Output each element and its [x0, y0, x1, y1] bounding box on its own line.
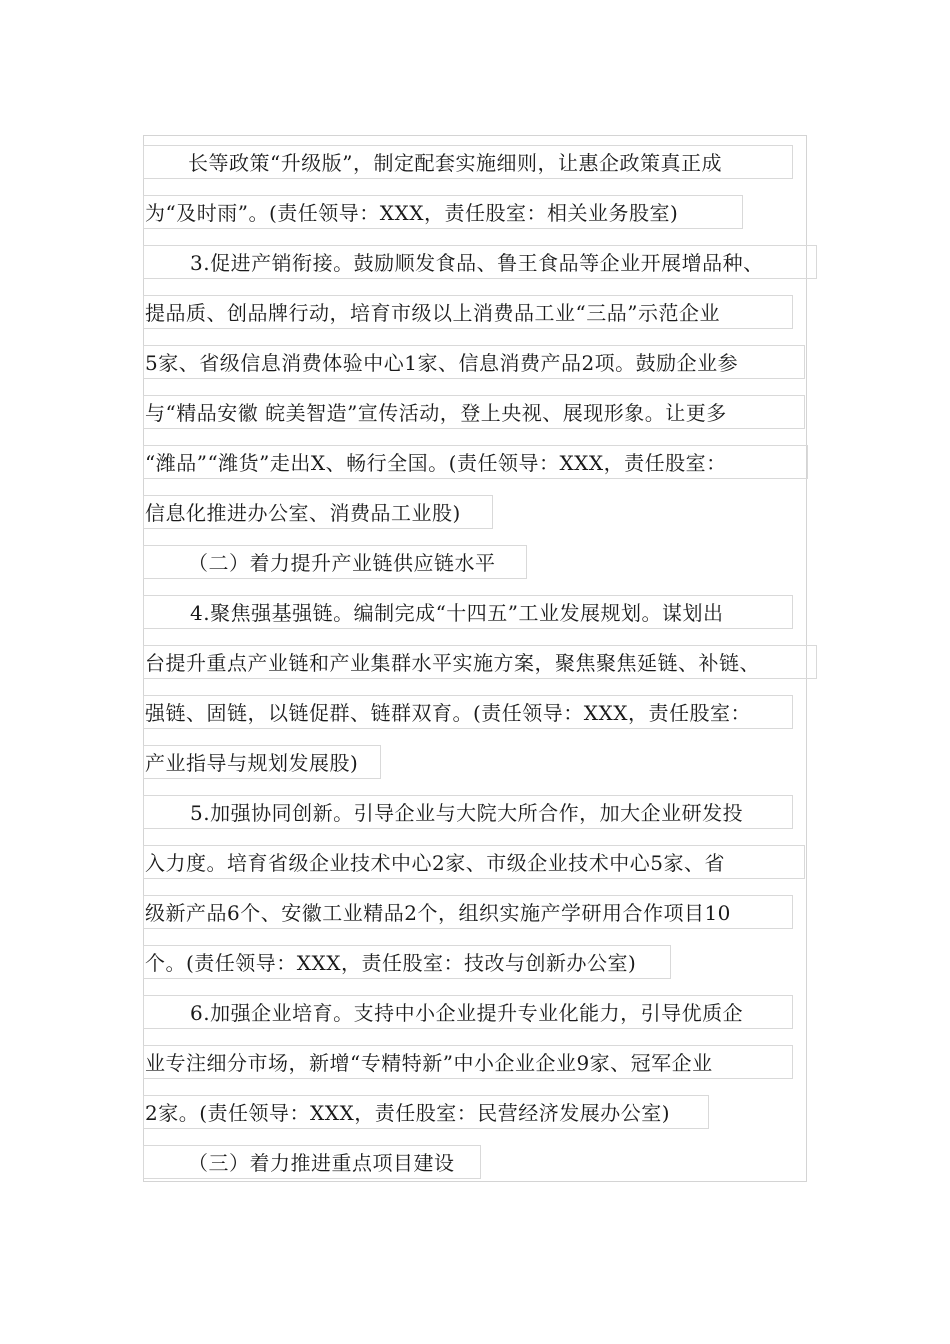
- text-line-15: 入力度。培育省级企业技术中心2家、市级企业技术中心5家、省: [143, 845, 805, 879]
- text-line-17: 个。(责任领导：XXX，责任股室：技改与创新办公室): [143, 945, 671, 979]
- text-line-6: 与“精品安徽 皖美智造”宣传活动，登上央视、展现形象。让更多: [143, 395, 805, 429]
- text-line-20: 2家。(责任领导：XXX，责任股室：民营经济发展办公室): [143, 1095, 709, 1129]
- text-line-4: 提品质、创品牌行动，培育市级以上消费品工业“三品”示范企业: [143, 295, 793, 329]
- text-line-13: 产业指导与规划发展股): [143, 745, 381, 779]
- section-heading-3: （三）着力推进重点项目建设: [143, 1145, 481, 1179]
- text-line-5: 5家、省级信息消费体验中心1家、信息消费产品2项。鼓励企业参: [143, 345, 805, 379]
- text-line-16: 级新产品6个、安徽工业精品2个，组织实施产学研用合作项目10: [143, 895, 793, 929]
- text-line-12: 强链、固链，以链促群、链群双育。(责任领导：XXX，责任股室：: [143, 695, 793, 729]
- section-heading-2: （二）着力提升产业链供应链水平: [143, 545, 527, 579]
- text-line-2: 为“及时雨”。(责任领导：XXX，责任股室：相关业务股室): [143, 195, 743, 229]
- text-line-3: 3.促进产销衔接。鼓励顺发食品、鲁王食品等企业开展增品种、: [143, 245, 817, 279]
- text-line-11: 台提升重点产业链和产业集群水平实施方案，聚焦聚焦延链、补链、: [143, 645, 817, 679]
- text-line-19: 业专注细分市场，新增“专精特新”中小企业企业9家、冠军企业: [143, 1045, 793, 1079]
- text-line-14: 5.加强协同创新。引导企业与大院大所合作，加大企业研发投: [143, 795, 793, 829]
- text-line-7: “潍品”“潍货”走出X、畅行全国。(责任领导：XXX，责任股室：: [143, 445, 808, 479]
- text-line-10: 4.聚焦强基强链。编制完成“十四五”工业发展规划。谋划出: [143, 595, 793, 629]
- text-line-18: 6.加强企业培育。支持中小企业提升专业化能力，引导优质企: [143, 995, 793, 1029]
- text-line-1: 长等政策“升级版”，制定配套实施细则，让惠企政策真正成: [143, 145, 793, 179]
- text-line-8: 信息化推进办公室、消费品工业股): [143, 495, 493, 529]
